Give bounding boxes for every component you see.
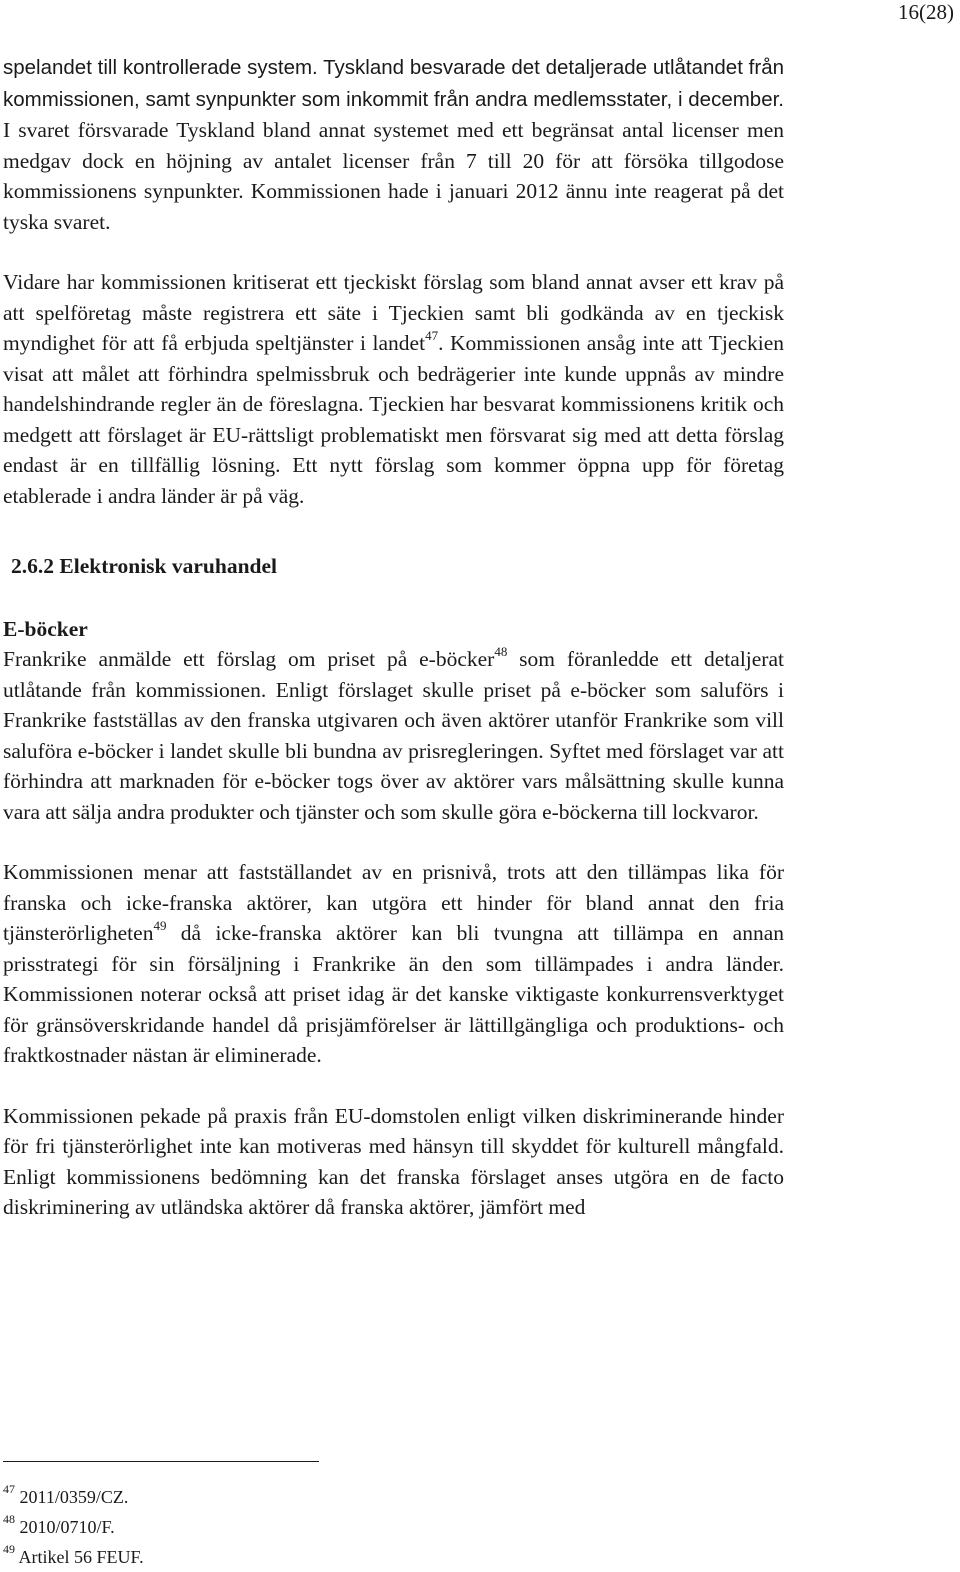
footnote-text: 2011/0359/CZ. bbox=[19, 1487, 129, 1507]
subsection-heading: E-böcker bbox=[3, 616, 88, 641]
page-number: 16(28) bbox=[898, 0, 954, 24]
paragraph-czech-text-b: . Kommissionen ansåg inte att Tjeckien visat att målet att förhindra spelmissbruk och bedrägerier inte kunde uppnås av mindre handelshindrande regler än de föreslagna. Tjeckien har besvarat kommissionens kritik och medgett att förslaget är EU-rättsligt problematiskt men försvarat sig med att detta förslag endast är en tillfällig lösning. Ett nytt förslag som kommer öppna upp för företag etablerade i andra länder är på väg. bbox=[3, 331, 784, 508]
paragraph-czech-text-a: Vidare har kommissionen kritiserat ett tjeckiskt förslag som bland annat avser ett krav på att spelföretag måste registrera ett säte i Tjeckien samt bli godkända av en tjeckisk myndighet för att få erbjuda speltjänster i landet bbox=[3, 270, 784, 355]
footnote-47 bbox=[3, 1482, 144, 1512]
paragraph-germany bbox=[3, 52, 784, 237]
paragraph-price-level-text-a: Kommissionen menar att fastställandet av en prisnivå, trots att den tillämpas lika för franska och icke-franska aktörer, kan utgöra ett hinder för bland annat den fria tjänsterörligheten bbox=[3, 860, 784, 945]
spacer bbox=[3, 511, 784, 551]
footnote-divider bbox=[3, 1461, 319, 1462]
spacer bbox=[3, 237, 784, 267]
paragraph-germany-rest: I svaret försvarade Tyskland bland annat systemet med ett begränsat antal licenser men medgav dock en höjning av antalet licenser från 7 till 20 för att försöka tillgodose kommissionens synpunkter. Kommissionen hade i januari 2012 ännu inte reagerat på det tyska svaret. bbox=[3, 118, 784, 234]
body-text bbox=[3, 52, 784, 1223]
footnote-49 bbox=[3, 1542, 144, 1572]
footnotes bbox=[3, 1482, 144, 1572]
footnote-text: Artikel 56 FEUF. bbox=[18, 1547, 144, 1567]
footnote-number: 47 bbox=[3, 1482, 15, 1496]
paragraph-price-level bbox=[3, 857, 784, 1071]
spacer bbox=[3, 582, 784, 614]
footnote-48 bbox=[3, 1512, 144, 1542]
paragraph-eu-court: Kommissionen pekade på praxis från EU-domstolen enligt vilken diskriminerande hinder för fri tjänsterörlighet inte kan motiveras med hänsyn till skyddet för kulturell mångfald. Enligt kommissionens bedömning kan det franska förslaget anses utgöra en de facto diskriminering av utländska aktörer då franska aktörer, jämfört med bbox=[3, 1103, 784, 1219]
footnote-ref-48[interactable]: 48 bbox=[494, 643, 508, 659]
footnote-number: 49 bbox=[3, 1542, 15, 1556]
spacer bbox=[3, 827, 784, 857]
spacer bbox=[3, 1071, 784, 1101]
footnote-number: 48 bbox=[3, 1512, 15, 1526]
footnote-ref-49[interactable]: 49 bbox=[153, 917, 167, 933]
paragraph-germany-lead: spelandet till kontrollerade system. Tyskland besvarade det detaljerade utlåtandet från kommissionen, samt synpunkter som inkommit från andra medlemsstater, i december. bbox=[3, 56, 784, 111]
footnote-ref-47[interactable]: 47 bbox=[425, 327, 439, 343]
paragraph-czech bbox=[3, 267, 784, 511]
paragraph-ebooks-text-a: Frankrike anmälde ett förslag om priset på e-böcker bbox=[3, 647, 495, 671]
paragraph-price-level-text-b: då icke-franska aktörer kan bli tvungna att tillämpa en annan prisstrategi för sin försäljning i Frankrike än den som tillämpades i andra länder. Kommissionen noterar också att priset idag är det kanske viktigaste konkurrensverktyget för gränsöverskridande handel då prisjämförelser är lättillgängliga och produktions- och fraktkostnader nästan är eliminerade. bbox=[3, 921, 784, 1067]
paragraph-ebooks-text-b: som föranledde ett detaljerat utlåtande från kommissionen. Enligt förslaget skulle priset på e-böcker som saluförs i Frankrike fastställas av den franska utgivaren och även aktörer utanför Frankrike som vill saluföra e-böcker i landet skulle bli bundna av prisregleringen. Syftet med förslaget var att förhindra att marknaden för e-böcker togs över av aktörer vars målsättning skulle kunna vara att sälja andra produkter och tjänster och som skulle göra e-böckerna till lockvaror. bbox=[3, 647, 784, 824]
section-heading: 2.6.2 Elektronisk varuhandel bbox=[11, 554, 278, 578]
footnote-text: 2010/0710/F. bbox=[19, 1517, 115, 1537]
paragraph-ebooks bbox=[3, 644, 784, 827]
